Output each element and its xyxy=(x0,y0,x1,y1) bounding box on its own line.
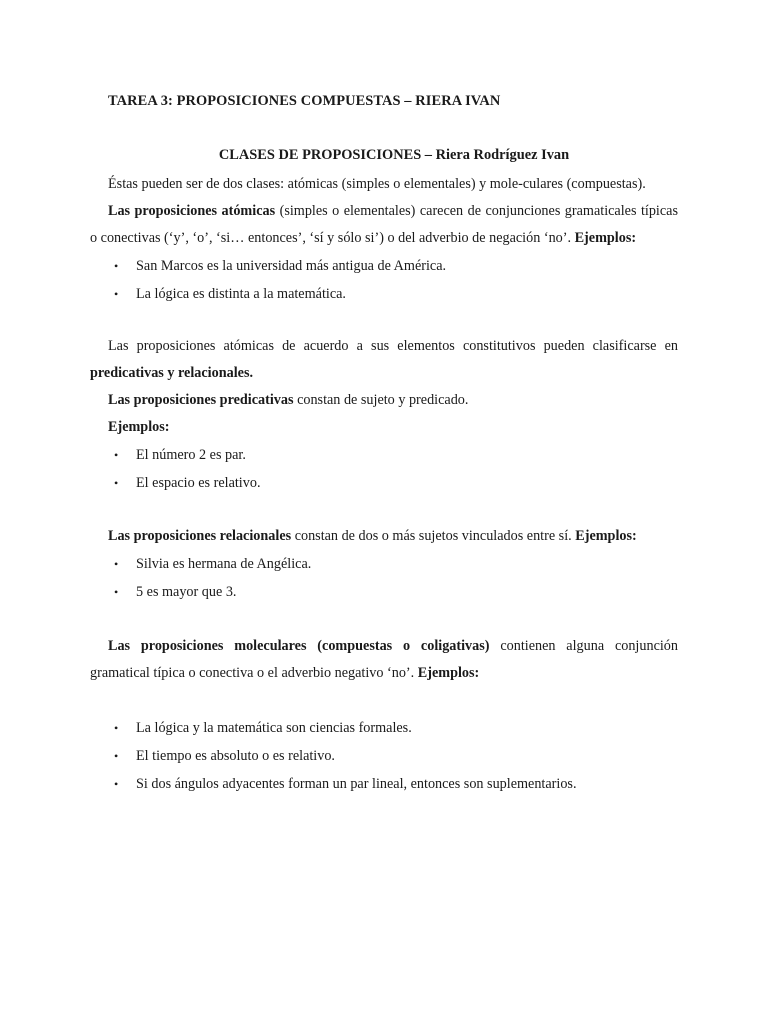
atomic-examples-list xyxy=(90,252,678,308)
classification-paragraph xyxy=(90,333,678,387)
list-item xyxy=(90,742,678,770)
bullet-icon: • xyxy=(114,448,119,462)
list-item-text: El tiempo es absoluto o es relativo. xyxy=(136,748,335,764)
bullet-icon: • xyxy=(114,287,119,301)
atomic-paragraph xyxy=(90,198,678,252)
relational-paragraph xyxy=(90,523,678,550)
list-item xyxy=(90,469,678,497)
list-item xyxy=(90,578,678,606)
section-heading: CLASES DE PROPOSICIONES – Riera Rodríguez Ivan xyxy=(218,147,570,163)
atomic-text: (simples o elementales) carecen de conjunciones gramaticales típicas o conectivas (‘y’, ‘o’, ‘si… entonces’, ‘sí y sólo si’) o del adverbio de negación ‘no’. xyxy=(90,203,678,246)
molecular-text: contienen alguna conjunción gramatical típica o conectiva o el adverbio negativo ‘no’. xyxy=(90,638,678,681)
relational-text: constan de dos o más sujetos vinculados entre sí. xyxy=(291,528,576,544)
molecular-paragraph xyxy=(90,633,678,687)
list-item-text: La lógica y la matemática son ciencias formales. xyxy=(136,720,412,736)
predicative-paragraph xyxy=(90,387,678,414)
relational-examples-label: Ejemplos: xyxy=(575,528,637,544)
list-item xyxy=(90,280,678,308)
spacer xyxy=(90,606,678,633)
predicative-examples-label-line xyxy=(90,414,678,441)
list-item xyxy=(90,714,678,742)
molecular-examples-label: Ejemplos: xyxy=(417,665,480,681)
spacer xyxy=(90,687,678,714)
list-item-text: 5 es mayor que 3. xyxy=(136,584,237,600)
list-item xyxy=(90,441,678,469)
atomic-examples-label: Ejemplos: xyxy=(574,230,637,246)
atomic-bold-lead: Las proposiciones atómicas xyxy=(108,203,276,219)
list-item-text: Silvia es hermana de Angélica. xyxy=(136,556,312,572)
document-body xyxy=(90,171,678,798)
list-item xyxy=(90,252,678,280)
list-item-text: El espacio es relativo. xyxy=(136,475,261,491)
molecular-bold-lead: Las proposiciones moleculares (compuestas o coligativas) xyxy=(108,638,490,654)
predicative-examples-list xyxy=(90,441,678,497)
spacer xyxy=(90,497,678,523)
bullet-icon: • xyxy=(114,721,119,735)
predicative-examples-label: Ejemplos: xyxy=(108,419,170,435)
list-item-text: La lógica es distinta a la matemática. xyxy=(136,286,346,302)
bullet-icon: • xyxy=(114,585,119,599)
bullet-icon: • xyxy=(114,777,119,791)
spacer xyxy=(90,308,678,333)
list-item-text: San Marcos es la universidad más antigua de América. xyxy=(136,258,447,274)
bullet-icon: • xyxy=(114,259,119,273)
bullet-icon: • xyxy=(114,476,119,490)
relational-bold-lead: Las proposiciones relacionales xyxy=(108,528,292,544)
relational-examples-list xyxy=(90,550,678,606)
list-item-text: Si dos ángulos adyacentes forman un par lineal, entonces son suplementarios. xyxy=(136,776,577,792)
predicative-bold-lead: Las proposiciones predicativas xyxy=(108,392,294,408)
classification-bold-tail: predicativas y relacionales. xyxy=(90,365,254,381)
bullet-icon: • xyxy=(114,749,119,763)
bullet-icon: • xyxy=(114,557,119,571)
intro-paragraph: Éstas pueden ser de dos clases: atómicas (simples o elementales) y mole-culares (compuestas). xyxy=(108,176,646,192)
classification-text: Las proposiciones atómicas de acuerdo a sus elementos constitutivos pueden clasificarse en xyxy=(108,338,678,354)
molecular-examples-list xyxy=(90,714,678,798)
predicative-text: constan de sujeto y predicado. xyxy=(293,392,469,408)
list-item xyxy=(90,550,678,578)
list-item-text: El número 2 es par. xyxy=(136,447,246,463)
document-title: TAREA 3: PROPOSICIONES COMPUESTAS – RIERA IVAN xyxy=(108,93,501,109)
list-item xyxy=(90,770,678,798)
